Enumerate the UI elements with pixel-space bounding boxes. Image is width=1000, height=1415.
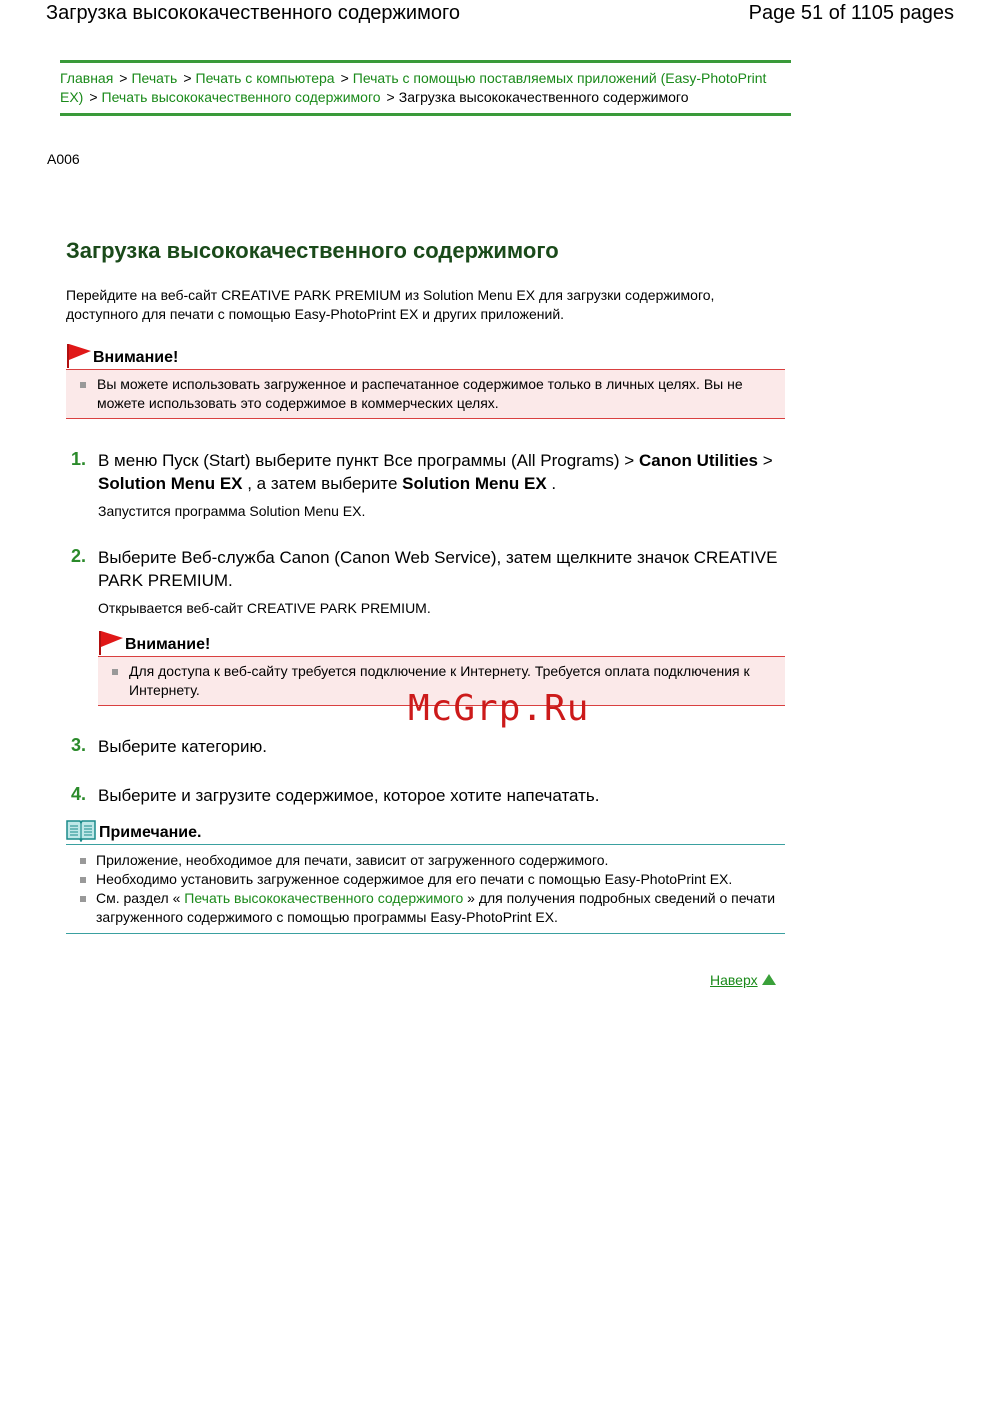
red-flag-icon: [98, 630, 124, 656]
step-number: 2.: [71, 546, 87, 566]
breadcrumb-link-home[interactable]: Главная: [60, 70, 114, 86]
document-code: A006: [47, 151, 80, 167]
menu-path-solution-menu-ex: Solution Menu EX: [98, 474, 243, 493]
step-number: 4.: [71, 784, 87, 804]
note-title: Примечание.: [99, 824, 202, 841]
menu-item-solution-menu-ex: Solution Menu EX: [402, 474, 547, 493]
link-print-premium-content[interactable]: Печать высококачественного содержимого: [184, 890, 464, 906]
step-result: Запустится программа Solution Menu EX.: [98, 503, 366, 519]
notice-title: Внимание!: [93, 349, 179, 366]
step-number: 3.: [71, 735, 87, 755]
page-header: [46, 2, 954, 28]
open-book-icon: [66, 818, 96, 842]
breadcrumb-separator: >: [340, 70, 349, 86]
breadcrumb-separator: >: [386, 89, 395, 105]
note-item: Необходимо установить загруженное содержимое для его печати с помощью Easy-PhotoPrint EX.: [66, 870, 785, 889]
breadcrumb-link-print[interactable]: Печать: [131, 70, 178, 86]
step-number: 1.: [71, 449, 87, 469]
breadcrumb: [60, 60, 791, 116]
breadcrumb-separator: >: [89, 89, 98, 105]
step-text: В меню Пуск (Start) выберите пункт Все программы (All Programs) > Canon Utilities > Solution Menu EX , а затем выберите Solution Menu EX .: [98, 451, 773, 493]
page-number: Page 51 of 1105 pages: [748, 2, 954, 24]
notice-header: [66, 343, 785, 369]
step-text: Выберите категорию.: [98, 737, 267, 756]
notice-title: Внимание!: [125, 636, 211, 653]
back-to-top-label: Наверх: [710, 972, 758, 988]
step-text: Выберите и загрузите содержимое, которое хотите напечатать.: [98, 786, 600, 805]
red-flag-icon: [66, 343, 92, 369]
note-item: См. раздел « Печать высококачественного содержимого » для получения подробных сведений о печати загруженного содержимого с помощью программы Easy-PhotoPrint EX.: [66, 889, 785, 927]
notice-item: Вы можете использовать загруженное и распечатанное содержимое только в личных целях. Вы не можете использовать это содержимое в коммерческих целях.: [66, 375, 785, 413]
note-header: [66, 818, 785, 844]
menu-path-canon-utilities: Canon Utilities: [638, 451, 758, 470]
breadcrumb-link-print-from-computer[interactable]: Печать с компьютера: [195, 70, 335, 86]
back-to-top-link[interactable]: [710, 972, 777, 988]
step-text: Выберите Веб-служба Canon (Canon Web Service), затем щелкните значок CREATIVE PARK PREMIUM.: [98, 548, 778, 590]
intro-paragraph: Перейдите на веб-сайт CREATIVE PARK PREMIUM из Solution Menu EX для загрузки содержимого, доступного для печати с помощью Easy-PhotoPrint EX и других приложений.: [66, 287, 715, 322]
breadcrumb-link-premium-content[interactable]: Печать высококачественного содержимого: [101, 89, 381, 105]
step-2: [71, 546, 785, 618]
important-notice: [66, 343, 785, 419]
breadcrumb-separator: >: [183, 70, 192, 86]
up-arrow-icon: [761, 973, 777, 986]
document-title: Загрузка высококачественного содержимого: [46, 2, 460, 24]
step-3: [71, 735, 785, 758]
step-result: Открывается веб-сайт CREATIVE PARK PREMIUM.: [98, 600, 431, 616]
notice-item: Для доступа к веб-сайту требуется подключение к Интернету. Требуется оплата подключения к Интернету.: [98, 662, 785, 700]
watermark: McGrp.Ru: [408, 688, 590, 729]
note-item: Приложение, необходимое для печати, зависит от загруженного содержимого.: [66, 851, 785, 870]
breadcrumb-current: Загрузка высококачественного содержимого: [398, 89, 689, 105]
step-1: [71, 449, 785, 521]
note-body: [66, 844, 785, 934]
breadcrumb-link-bundled-apps[interactable]: Печать с помощью поставляемых приложений (Easy-PhotoPrint EX): [60, 70, 767, 105]
page-title: Загрузка высококачественного содержимого: [66, 238, 559, 263]
notice-body: [66, 369, 785, 419]
step-4: [71, 784, 785, 807]
note-box: [66, 818, 785, 934]
notice-header: [98, 630, 785, 656]
breadcrumb-separator: >: [119, 70, 128, 86]
